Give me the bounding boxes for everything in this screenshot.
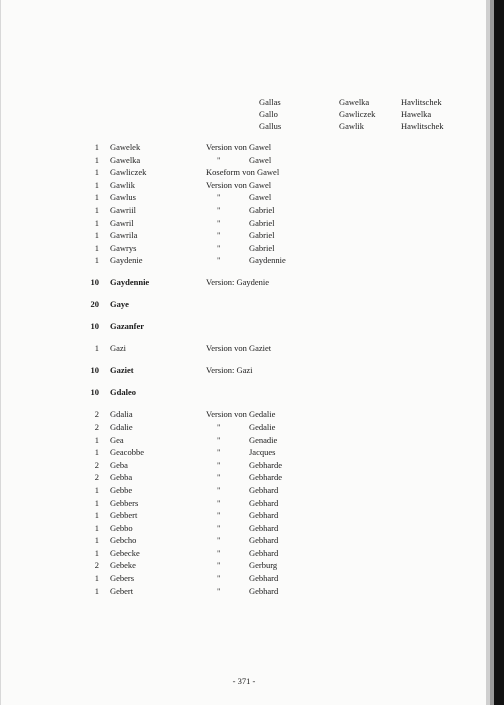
entry-name: Gebbo [110,522,133,533]
entry-reference-name: Gebhard [249,535,279,546]
entry-count: 20 [90,298,99,309]
entry-name: Gaydenie [110,255,143,266]
entry-count: 1 [94,255,99,266]
entry-count: 10 [90,386,99,397]
name-entry-row [1,179,487,192]
ditto-mark: " [217,484,221,495]
name-entry-row [1,407,487,421]
name-entry-row [1,166,487,179]
name-entry-row [1,242,487,255]
ditto-mark: " [217,434,221,445]
entry-reference-name: Gabriel [249,230,275,241]
ditto-mark: " [217,573,221,584]
page-edge [494,0,504,705]
entry-count: 2 [94,408,99,419]
name-entry-row [1,484,487,497]
entry-reference-name: Gebhard [249,484,279,495]
entry-name: Gawrila [110,230,138,241]
ditto-mark: " [217,242,221,253]
top-name: Gawlik [339,121,365,131]
ditto-mark: " [217,255,221,266]
entry-name: Gdalie [110,421,133,432]
entry-name: Gebers [110,573,135,584]
top-name: Gallas [259,97,281,107]
entry-name: Gaziet [110,364,134,375]
entry-reference-name: Gawel [249,192,272,203]
entry-reference: Version: Gaydenie [206,276,270,287]
entry-name: Gebeke [110,560,136,571]
name-entry-row [1,585,487,598]
ditto-mark: " [217,154,221,165]
entry-reference-name: Gebharde [249,472,283,483]
name-entry-row [1,459,487,472]
entry-count: 1 [94,535,99,546]
name-entry-row [1,191,487,204]
entry-name: Gaye [110,298,129,309]
entry-reference-name: Gawel [249,154,272,165]
name-entry-row [1,275,487,289]
name-entry-row [1,254,487,267]
entry-name: Gawelek [110,142,141,152]
entry-count: 1 [94,585,99,596]
name-entry-row [1,363,487,377]
name-entry-row [1,522,487,535]
ditto-mark: " [217,560,221,571]
entry-reference-name: Gebhard [249,585,279,596]
top-column-2 [339,96,375,132]
name-entry-row [1,154,487,167]
entry-count: 2 [94,459,99,470]
entry-name: Gebba [110,472,133,483]
entry-name: Gebecke [110,547,140,558]
name-entry-row [1,497,487,510]
entry-count: 2 [94,472,99,483]
entry-count: 10 [90,320,99,331]
name-entry-list [1,141,487,597]
top-name: Gawliczek [339,109,376,119]
entry-reference-name: Gebharde [249,459,283,470]
ditto-mark: " [217,230,221,241]
name-entry-row [1,341,487,355]
entry-reference-name: Gabriel [249,204,275,215]
top-name: Gawelka [339,97,370,107]
top-column-1 [259,96,281,132]
entry-reference-name: Gebhard [249,522,279,533]
name-entry-row [1,446,487,459]
name-entry-row [1,471,487,484]
entry-name: Gdalia [110,408,133,419]
name-entry-row [1,547,487,560]
ditto-mark: " [217,459,221,470]
entry-reference-name: Gebhard [249,510,279,521]
ditto-mark: " [217,472,221,483]
entry-name: Gazanfer [110,320,144,331]
ditto-mark: " [217,447,221,458]
entry-reference: Koseform von Gawel [206,167,280,178]
ditto-mark: " [217,522,221,533]
top-column-3 [401,96,444,132]
entry-reference-name: Gabriel [249,217,275,228]
entry-count: 1 [94,547,99,558]
entry-count: 2 [94,421,99,432]
bleed-through-text [61,98,63,107]
entry-count: 1 [94,192,99,203]
entry-name: Gebert [110,585,134,596]
ditto-mark: " [217,585,221,596]
entry-count: 1 [94,497,99,508]
entry-count: 1 [94,142,99,152]
entry-count: 1 [94,167,99,178]
entry-name: Gawrys [110,242,137,253]
entry-count: 1 [94,484,99,495]
entry-reference-name: Gebhard [249,573,279,584]
entry-name: Geacobbe [110,447,144,458]
name-entry-row [1,559,487,572]
entry-count: 1 [94,230,99,241]
entry-count: 1 [94,242,99,253]
top-name: Gallus [259,121,282,131]
entry-reference: Version von Gawel [206,142,272,152]
top-name: Gallo [259,109,278,119]
entry-name: Gazi [110,342,127,353]
entry-reference-name: Gabriel [249,242,275,253]
name-entry-row [1,229,487,242]
entry-reference: Version von Gawel [206,179,272,190]
name-entry-row [1,217,487,230]
entry-name: Gawlus [110,192,136,203]
entry-count: 1 [94,573,99,584]
ditto-mark: " [217,192,221,203]
entry-reference-name: Gerburg [249,560,278,571]
name-entry-row [1,534,487,547]
entry-count: 1 [94,204,99,215]
ditto-mark: " [217,547,221,558]
name-entry-row [1,141,487,154]
entry-count: 1 [94,154,99,165]
entry-name: Gawril [110,217,134,228]
top-name: Hawlitschek [401,121,444,131]
entry-count: 1 [94,434,99,445]
entry-count: 1 [94,510,99,521]
entry-name: Gawliczek [110,167,147,178]
entry-reference: Version von Gaziet [206,342,272,353]
entry-reference: Version von Gedalie [206,408,276,419]
entry-reference-name: Gebhard [249,547,279,558]
name-entry-row [1,421,487,434]
name-entry-row [1,385,487,399]
entry-count: 1 [94,179,99,190]
entry-reference: Version: Gazi [206,364,253,375]
entry-count: 1 [94,447,99,458]
name-entry-row [1,319,487,333]
ditto-mark: " [217,497,221,508]
entry-name: Gdaleo [110,386,136,397]
entry-name: Geba [110,459,128,470]
entry-count: 10 [90,364,99,375]
name-entry-row [1,572,487,585]
entry-count: 1 [94,217,99,228]
entry-name: Gebbert [110,510,138,521]
ditto-mark: " [217,204,221,215]
name-entry-row [1,434,487,447]
name-entry-row [1,297,487,311]
entry-reference-name: Gaydennie [249,255,286,266]
entry-count: 2 [94,560,99,571]
entry-name: Gea [110,434,124,445]
entry-reference-name: Gebhard [249,497,279,508]
entry-name: Gawlik [110,179,136,190]
entry-reference-name: Gedalie [249,421,276,432]
top-name: Hawelka [401,109,432,119]
name-entry-row [1,509,487,522]
entry-reference-name: Genadie [249,434,278,445]
entry-reference-name: Jacques [249,447,276,458]
ditto-mark: " [217,535,221,546]
entry-name: Gebbe [110,484,133,495]
entry-count: 1 [94,342,99,353]
page-number: - 371 - [232,676,256,686]
top-name: Havlitschek [401,97,442,107]
ditto-mark: " [217,510,221,521]
entry-count: 10 [90,276,99,287]
entry-name: Gaydennie [110,276,150,287]
entry-name: Gebcho [110,535,137,546]
entry-name: Gebbers [110,497,139,508]
ditto-mark: " [217,421,221,432]
ditto-mark: " [217,217,221,228]
entry-count: 1 [94,522,99,533]
entry-name: Gawelka [110,154,141,165]
name-entry-row [1,204,487,217]
entry-name: Gawriil [110,204,136,215]
